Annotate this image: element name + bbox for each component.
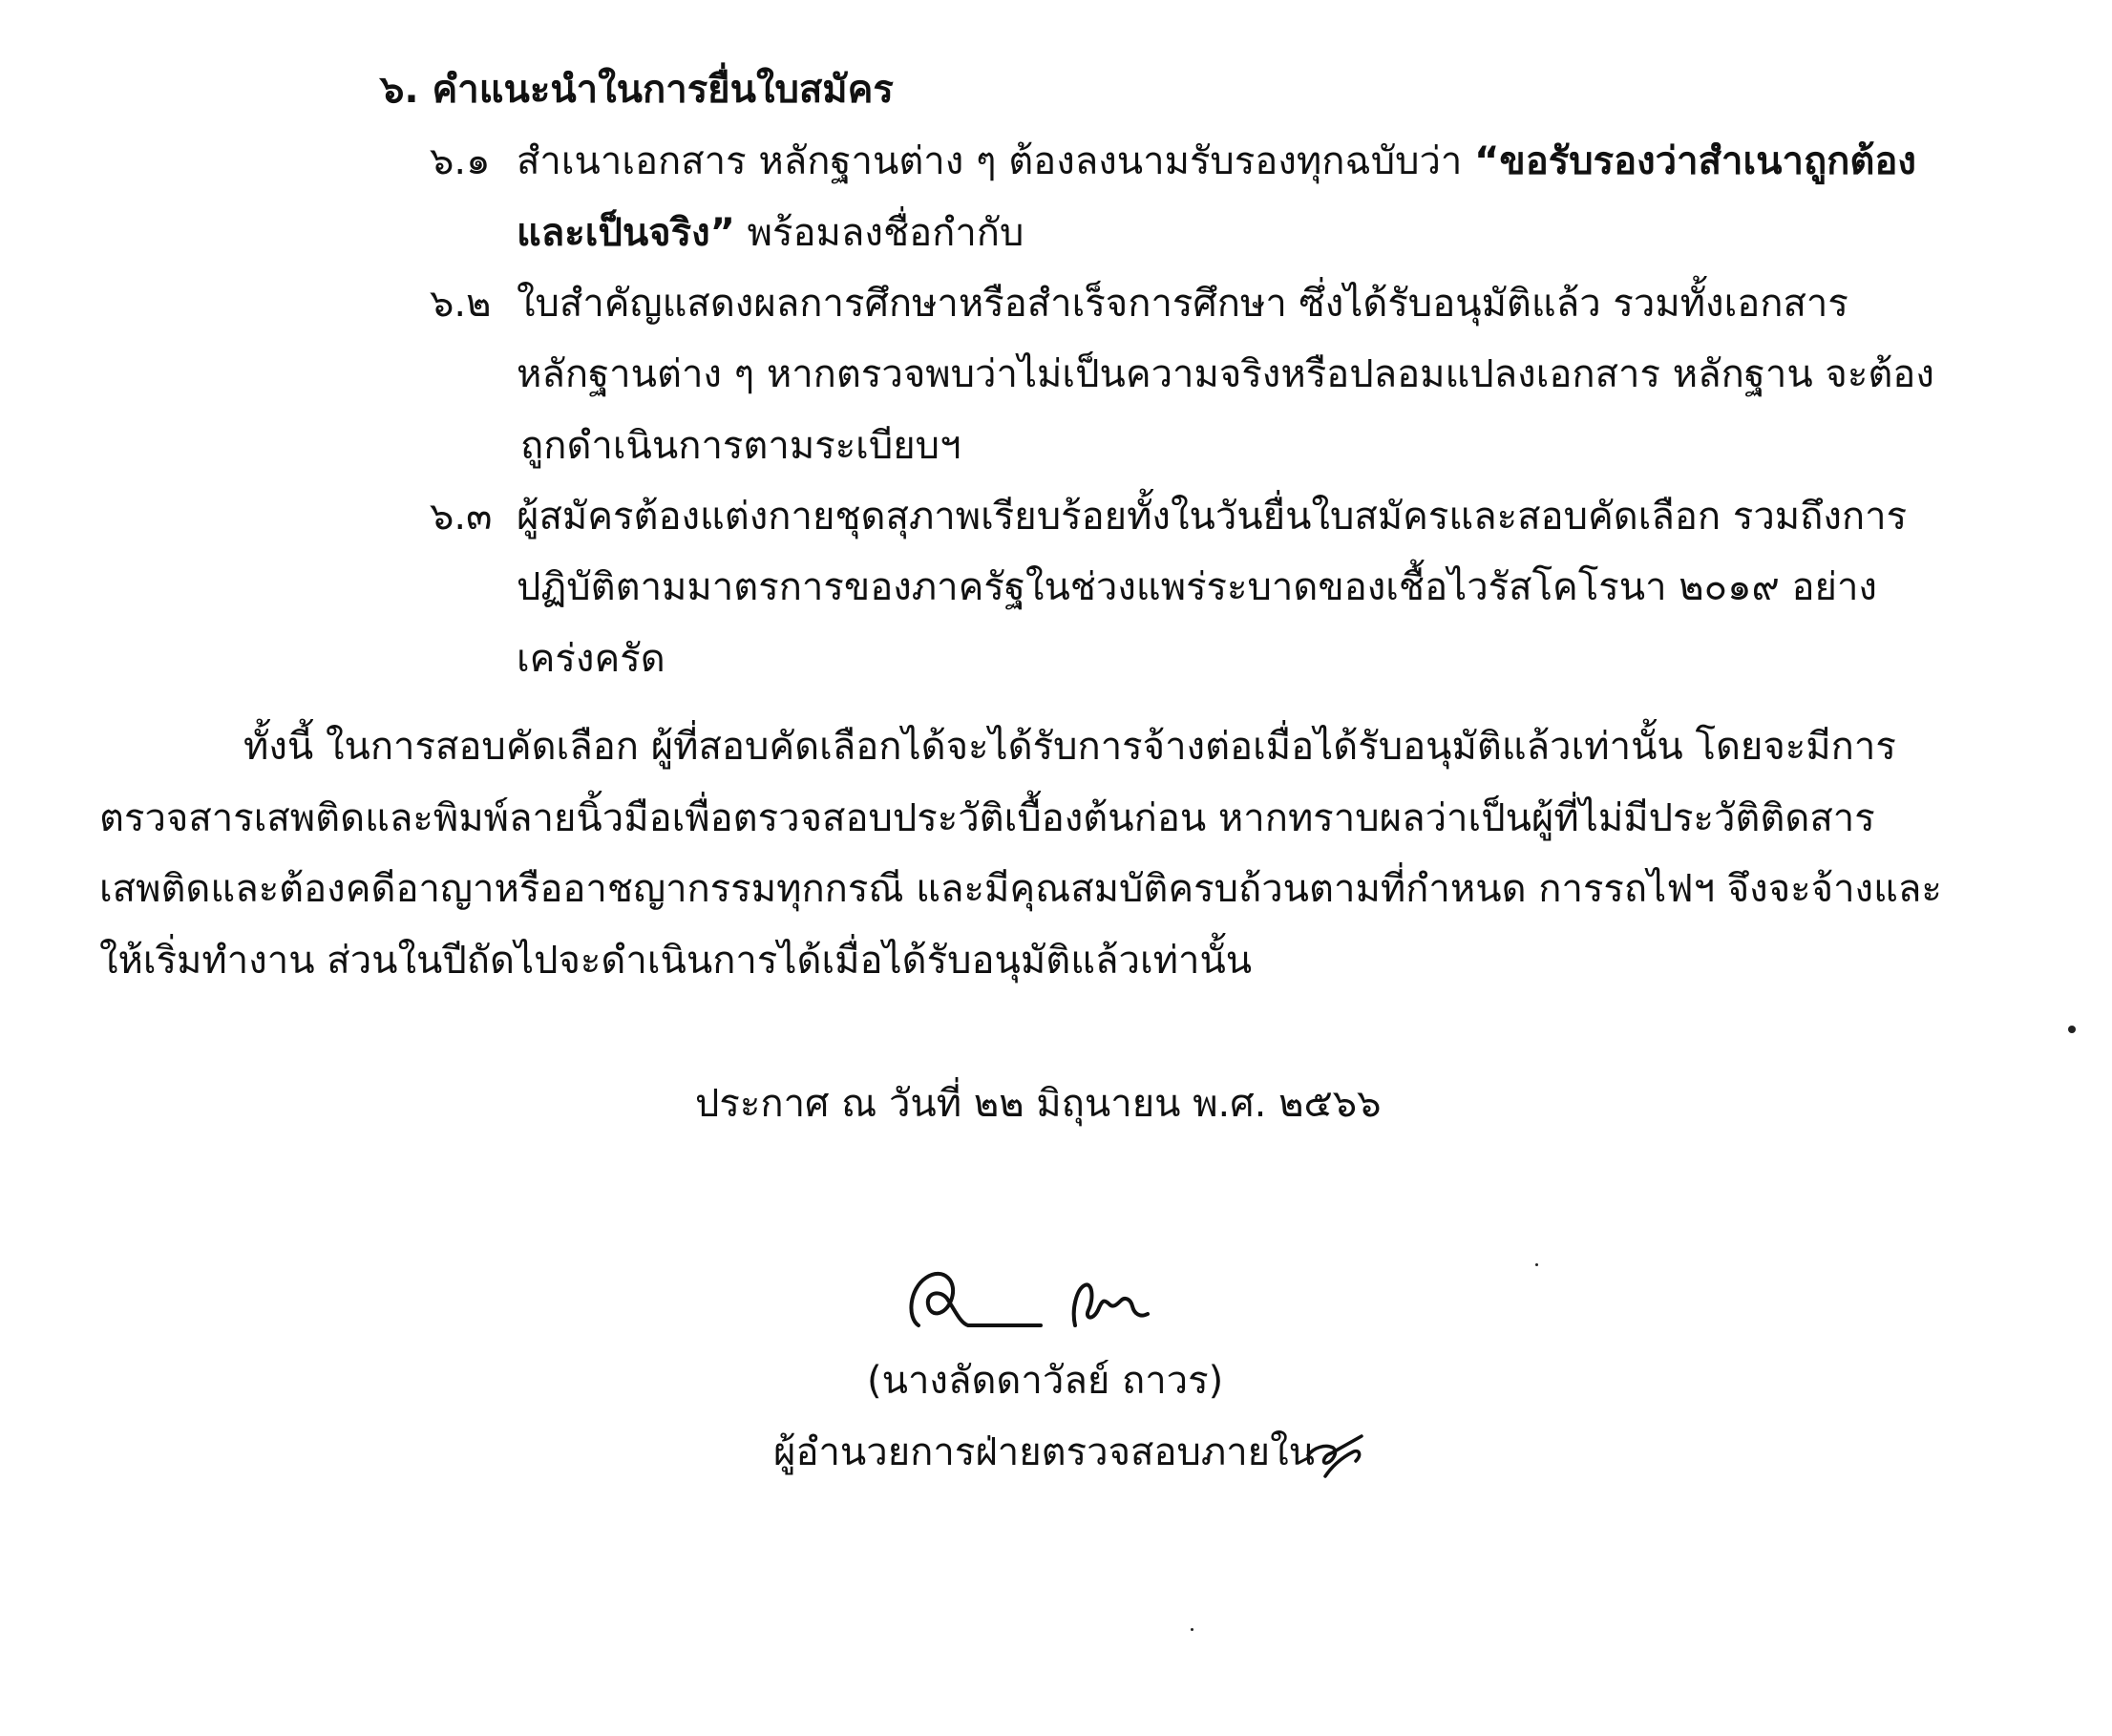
item-6-2-text <box>517 279 1987 328</box>
paragraph-line-1: ทั้งนี้ ในการสอบคัดเลือก ผู้ที่สอบคัดเลือกได้จะได้รับการจ้างต่อเมื่อได้รับอนุมัติแล้วเท่านั้น โดยจะมีการ <box>243 725 1896 769</box>
scan-speck <box>2068 1026 2076 1033</box>
item-6-1-line-2-text: พร้อมลงชื่อกำกับ <box>734 211 1024 255</box>
signer-position: ผู้อำนวยการฝ่ายตรวจสอบภายใน <box>773 1430 1315 1474</box>
item-6-1-quote-start: “ขอรับรองว่าสำเนาถูกต้อง <box>1474 139 1916 183</box>
item-6-1-line-1-text: สำเนาเอกสาร หลักฐานต่าง ๆ ต้องลงนามรับรองทุกฉบับว่า <box>517 139 1475 183</box>
paragraph-line-4: ให้เริ่มทำงาน ส่วนในปีถัดไปจะดำเนินการได้เมื่อได้รับอนุมัติแล้วเท่านั้น <box>99 939 1253 983</box>
item-number-6-2: ๖.๒ <box>430 282 492 326</box>
section-heading: ๖. คำแนะนำในการยื่นใบสมัคร <box>380 68 894 112</box>
paragraph-line-2: ตรวจสารเสพติดและพิมพ์ลายนิ้วมือเพื่อตรวจสอบประวัติเบื้องต้นก่อน หากทราบผลว่าเป็นผู้ที่ไม่มีประวัติติดสาร <box>99 796 1875 840</box>
item-6-3-line-2: ปฏิบัติตามมาตรการของภาครัฐในช่วงแพร่ระบาดของเชื้อไวรัสโคโรนา ๒๐๑๙ อย่าง <box>517 565 1877 609</box>
scan-speck <box>1535 1263 1538 1266</box>
item-6-1-text <box>517 137 1987 186</box>
item-6-3-line-3: เคร่งครัด <box>517 637 665 681</box>
paragraph-line-3: เสพติดและต้องคดีอาญาหรืออาชญากรรมทุกกรณี และมีคุณสมบัติครบถ้วนตามที่กำหนด การรถไฟฯ จึงจะจ้างและ <box>99 867 1942 911</box>
item-6-1-quote-end: และเป็นจริง” <box>517 211 735 255</box>
item-6-3-line-1: ผู้สมัครต้องแต่งกายชุดสุภาพเรียบร้อยทั้งในวันยื่นใบสมัครและสอบคัดเลือก รวมถึงการ <box>517 495 1908 539</box>
item-number-6-3: ๖.๓ <box>430 495 493 539</box>
item-6-2-line-2: หลักฐานต่าง ๆ หากตรวจพบว่าไม่เป็นความจริงหรือปลอมแปลงเอกสาร หลักฐาน จะต้อง <box>517 352 1934 396</box>
announcement-date: ประกาศ ณ วันที่ ๒๒ มิถุนายน พ.ศ. ๒๕๖๖ <box>695 1082 1382 1126</box>
signer-name: (นางลัดดาวัลย์ ถาวร) <box>867 1359 1224 1403</box>
item-6-1-line-1 <box>517 137 1987 186</box>
item-6-2-line-1: ใบสำคัญแสดงผลการศึกษาหรือสำเร็จการศึกษา ซึ่งได้รับอนุมัติแล้ว รวมทั้งเอกสาร <box>517 282 1848 326</box>
scan-speck <box>1191 1628 1193 1631</box>
initials-scribble <box>1304 1423 1367 1480</box>
item-6-2-line-3: ถูกดำเนินการตามระเบียบฯ <box>520 424 961 468</box>
item-6-1-line-2 <box>517 208 1024 258</box>
handwritten-signature <box>898 1260 1184 1337</box>
item-number-6-1: ๖.๑ <box>430 139 491 183</box>
